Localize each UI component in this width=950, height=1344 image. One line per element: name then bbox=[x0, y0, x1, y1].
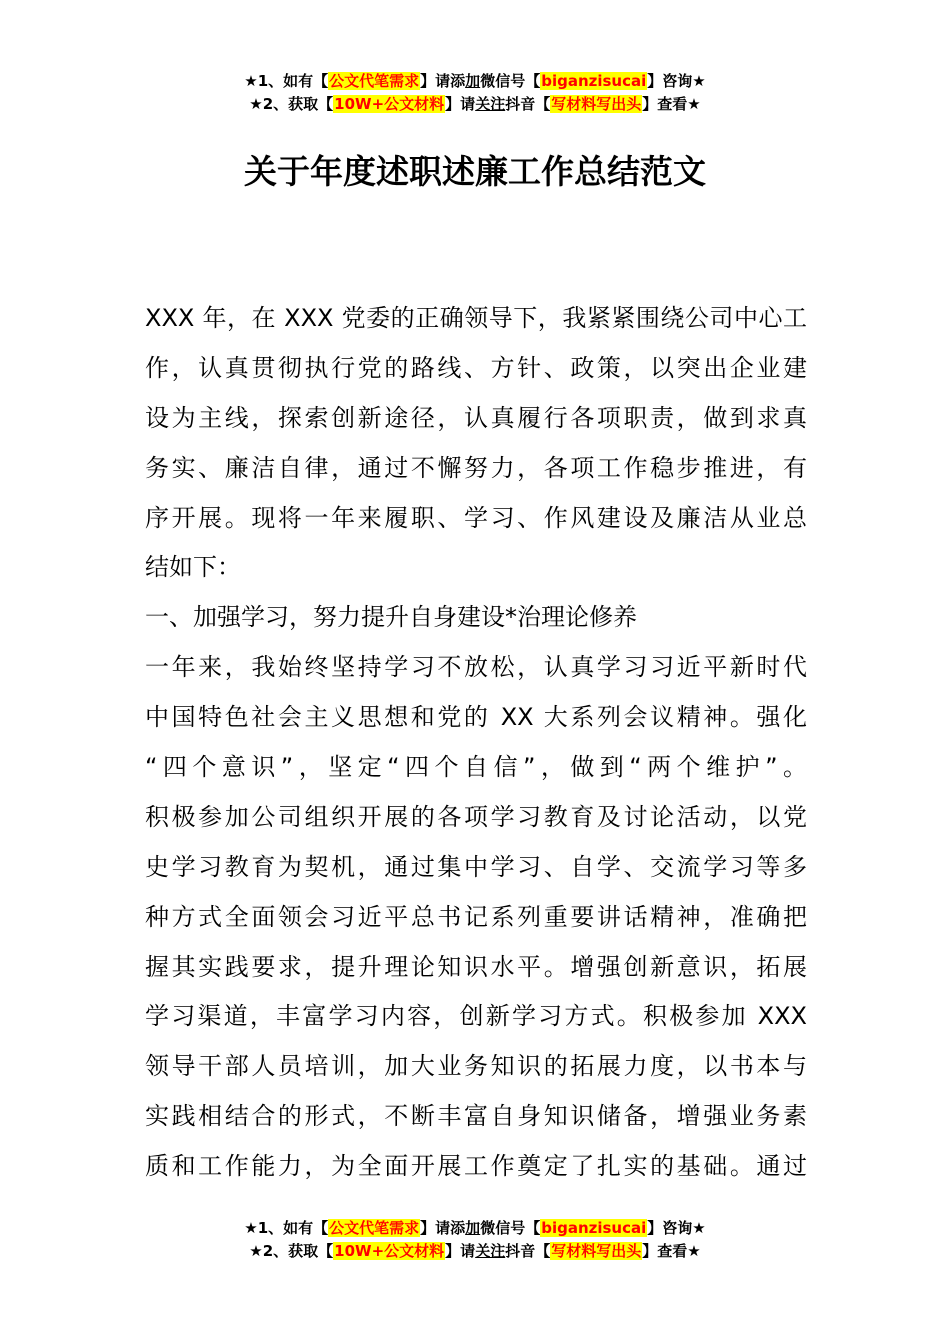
body-line: 中国特色社会主义思想和党的 XX 大系列会议精神。强化 bbox=[145, 703, 807, 732]
highlight-materials: 10W+公文材料 bbox=[334, 95, 445, 113]
star-icon: ★ bbox=[687, 1242, 701, 1260]
document-body bbox=[145, 294, 807, 1192]
footer-banner bbox=[0, 1217, 950, 1263]
body-line: 质和工作能力，为全面开展工作奠定了扎实的基础。通过 bbox=[145, 1152, 807, 1181]
body-line: 领导干部人员培训，加大业务知识的拓展力度，以书本与 bbox=[145, 1052, 807, 1081]
header-banner-line-1: ★1、如有【公文代笔需求】请添加微信号【biganzisucai】咨询★ bbox=[244, 72, 706, 90]
star-icon: ★ bbox=[244, 72, 258, 90]
body-line: 结如下： bbox=[145, 553, 241, 582]
star-icon: ★ bbox=[244, 1219, 258, 1237]
star-icon: ★ bbox=[249, 1242, 263, 1260]
body-line: 实践相结合的形式，不断丰富自身知识储备，增强业务素 bbox=[145, 1102, 807, 1131]
footer-banner-line-1: ★1、如有【公文代笔需求】请添加微信号【biganzisucai】咨询★ bbox=[244, 1219, 706, 1237]
star-icon: ★ bbox=[692, 1219, 706, 1237]
highlight-materials: 10W+公文材料 bbox=[334, 1242, 445, 1260]
highlight-wechat-id: biganzisucai bbox=[541, 1219, 647, 1237]
highlight-douyin-account: 写材料写出头 bbox=[551, 95, 642, 113]
body-line: 序开展。现将一年来履职、学习、作风建设及廉洁从业总 bbox=[145, 503, 807, 532]
footer-banner-line-2: ★2、获取【10W+公文材料】请关注抖音【写材料写出头】查看★ bbox=[249, 1242, 701, 1260]
body-line: 作，认真贯彻执行党的路线、方针、政策，以突出企业建 bbox=[145, 353, 807, 382]
highlight-service: 公文代笔需求 bbox=[329, 72, 420, 90]
body-line: 学习渠道，丰富学习内容，创新学习方式。积极参加 XXX bbox=[145, 1002, 807, 1031]
header-banner-line-2: ★2、获取【10W+公文材料】请关注抖音【写材料写出头】查看★ bbox=[249, 95, 701, 113]
star-icon: ★ bbox=[249, 95, 263, 113]
body-line: 种方式全面领会习近平总书记系列重要讲话精神，准确把 bbox=[145, 902, 807, 931]
star-icon: ★ bbox=[692, 72, 706, 90]
star-icon: ★ bbox=[687, 95, 701, 113]
highlight-wechat-id: biganzisucai bbox=[541, 72, 647, 90]
header-banner bbox=[0, 70, 950, 116]
body-line: 设为主线，探索创新途径，认真履行各项职责，做到求真 bbox=[145, 403, 807, 432]
body-line: “四个意识”，坚定“四个自信”，做到“两个维护”。 bbox=[145, 753, 807, 782]
section-heading: 一、加强学习，努力提升自身建设*治理论修养 bbox=[145, 603, 637, 632]
body-line: 积极参加公司组织开展的各项学习教育及讨论活动，以党 bbox=[145, 802, 807, 831]
highlight-service: 公文代笔需求 bbox=[329, 1219, 420, 1237]
body-line: XXX 年，在 XXX 党委的正确领导下，我紧紧围绕公司中心工 bbox=[145, 304, 807, 332]
body-line: 握其实践要求，提升理论知识水平。增强创新意识，拓展 bbox=[145, 952, 807, 981]
highlight-douyin-account: 写材料写出头 bbox=[551, 1242, 642, 1260]
body-line: 务实、廉洁自律，通过不懈努力，各项工作稳步推进，有 bbox=[145, 453, 807, 482]
document-title: 关于年度述职述廉工作总结范文 bbox=[244, 152, 706, 191]
body-line: 史学习教育为契机，通过集中学习、自学、交流学习等多 bbox=[145, 852, 807, 881]
body-line: 一年来，我始终坚持学习不放松，认真学习习近平新时代 bbox=[145, 653, 807, 682]
